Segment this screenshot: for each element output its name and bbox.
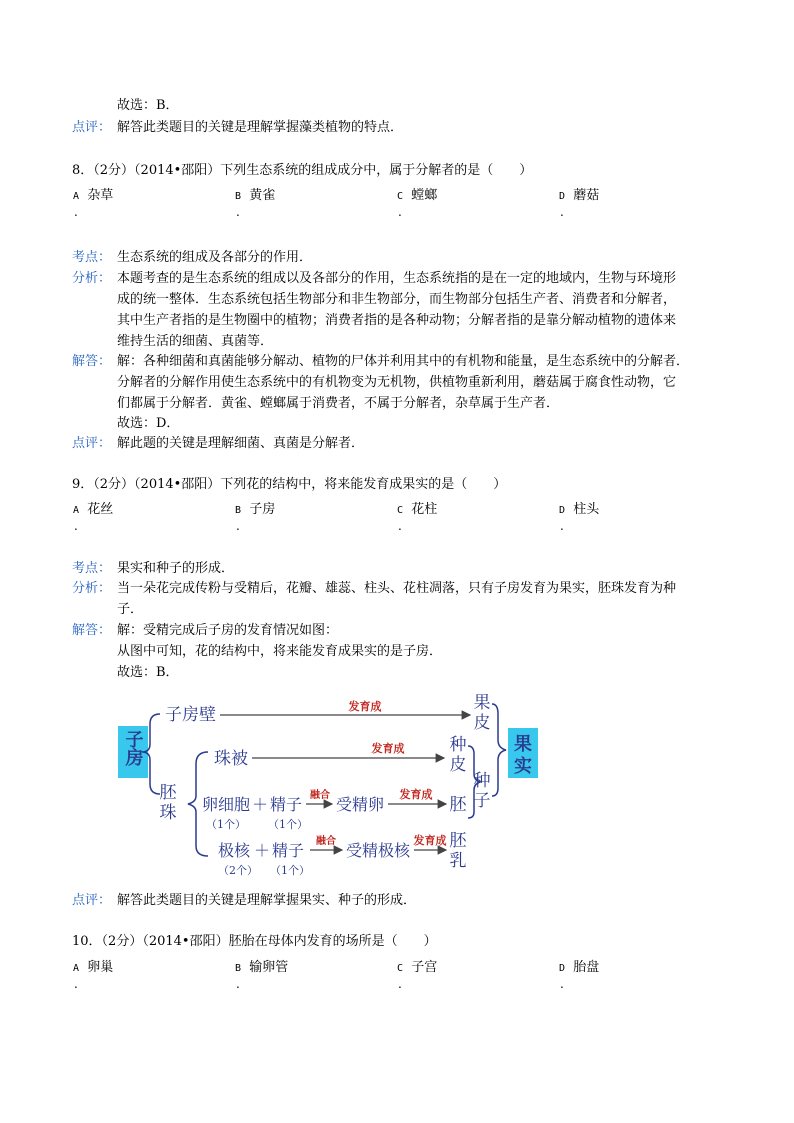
question-9-stem: 9．（2分）（2014•邵阳）下列花的结构中，将来能发育成果实的是（ ） (72, 477, 507, 492)
ovary-wall-label: 子房壁 (165, 705, 216, 725)
polar-label: 极核 (218, 841, 251, 860)
option-d[interactable]: D 胎盘 (559, 960, 600, 975)
option-dot: . (398, 205, 402, 219)
jieda-label: 解答： (72, 354, 112, 369)
dianping-text: 解此题的关键是理解细菌、真菌是分解者． (117, 436, 365, 451)
jieda-line: 分解者的分解作用使生态系统中的有机物变为无机物，供植物重新利用，蘑菇属于腐食性动物，它 (117, 375, 677, 390)
zygote-label: 受精卵 (336, 795, 385, 814)
fertilized-polar-label: 受精极核 (346, 841, 411, 860)
jieda-line: 们都属于分解者．黄雀、螳螂属于消费者，不属于分解者，杂草属于生产者． (117, 396, 560, 411)
right-brace-fruit (492, 704, 506, 796)
option-a[interactable]: A 杂草 (73, 188, 114, 203)
fusion-label: 融合 (316, 836, 336, 847)
sperm-count: （1个） (270, 864, 310, 877)
jieda-line: 故选：D． (117, 416, 180, 431)
comment-label: 点评： (72, 120, 112, 135)
jieda-line: 从图中可知，花的结构中，将来能发育成果实的是子房． (117, 644, 443, 659)
jieda-label: 解答： (72, 623, 112, 638)
ovule-1: 胚 (159, 783, 177, 803)
endosperm-2: 乳 (449, 851, 467, 871)
option-d[interactable]: D 蘑菇 (559, 188, 600, 203)
seed-coat-2: 皮 (449, 755, 467, 775)
develops-label: 发育成 (413, 834, 447, 847)
option-dot: . (398, 519, 402, 533)
option-b[interactable]: B 输卵管 (235, 960, 289, 975)
develops-label: 发育成 (348, 700, 382, 713)
option-dot: . (236, 519, 240, 533)
fenxi-line: 子． (117, 602, 144, 617)
fenxi-label: 分析： (72, 581, 112, 596)
plus-sign: ＋ (254, 841, 271, 860)
option-dot: . (236, 977, 240, 991)
fruit-label-1: 果 (514, 734, 532, 755)
option-c[interactable]: C 子宫 (397, 960, 438, 975)
option-c[interactable]: C 花柱 (397, 502, 438, 517)
fusion-label: 融合 (310, 790, 330, 801)
question-10-stem: 10．（2分）（2014•邵阳）胚胎在母体内发育的场所是（ ） (72, 934, 437, 949)
option-a[interactable]: A 花丝 (73, 502, 114, 517)
fruit-label-2: 实 (514, 756, 532, 777)
develops-label: 发育成 (399, 788, 433, 801)
jieda-line: 解：受精完成后子房的发育情况如图： (117, 623, 339, 638)
option-dot: . (74, 977, 78, 991)
kaodian-text: 果实和种子的形成． (117, 561, 235, 576)
seed-1: 种 (473, 771, 491, 791)
egg-label: 卵细胞 (202, 795, 251, 814)
option-b[interactable]: B 黄雀 (235, 188, 276, 203)
pericarp-1: 果 (473, 693, 491, 713)
option-dot: . (398, 977, 402, 991)
fenxi-line: 当一朵花完成传粉与受精后，花瓣、雄蕊、柱头、花柱凋落，只有子房发育为果实，胚珠发育为种 (117, 581, 677, 596)
fenxi-label: 分析： (72, 271, 112, 286)
polar-count: （2个） (218, 864, 258, 877)
answer-choice-text: 故选：B． (117, 98, 179, 113)
sperm-label: 精子 (272, 841, 305, 860)
ovary-label: 子房 (122, 730, 144, 766)
kaodian-text: 生态系统的组成及各部分的作用． (117, 250, 313, 265)
embryo-label: 胚 (449, 795, 467, 815)
fenxi-line: 成的统一整体．生态系统包括生物部分和非生物部分，而生物部分包括生产者、消费者和分解者， (117, 292, 677, 307)
pericarp-2: 皮 (473, 713, 491, 733)
dianping-text: 解答此类题目的关键是理解掌握果实、种子的形成． (117, 893, 417, 908)
fenxi-line: 维持生活的细菌、真菌等． (117, 334, 274, 349)
kaodian-label: 考点： (72, 561, 112, 576)
option-c[interactable]: C 螳螂 (397, 188, 438, 203)
sperm-label: 精子 (270, 795, 303, 814)
option-dot: . (560, 977, 564, 991)
plus-sign: ＋ (252, 795, 269, 814)
option-d[interactable]: D 柱头 (559, 502, 600, 517)
kaodian-label: 考点： (72, 250, 112, 265)
fenxi-line: 其中生产者指的是生物圈中的植物；消费者指的是各种动物；分解者指的是靠分解动植物的遗体来 (117, 313, 677, 328)
comment-text: 解答此类题目的关键是理解掌握藻类植物的特点． (117, 120, 404, 135)
ovule-2: 珠 (159, 803, 177, 823)
integument-label: 珠被 (214, 749, 248, 769)
jieda-line: 故选：B． (117, 665, 179, 680)
option-dot: . (560, 205, 564, 219)
option-dot: . (74, 205, 78, 219)
option-a[interactable]: A 卵巢 (73, 960, 114, 975)
jieda-line: 解：各种细菌和真菌能够分解动、植物的尸体并利用其中的有机物和能量，是生态系统中的分解者． (117, 354, 690, 369)
option-dot: . (236, 205, 240, 219)
develops-label: 发育成 (371, 742, 405, 755)
egg-count: （1个） (206, 818, 246, 831)
seed-2: 子 (473, 791, 491, 811)
fenxi-line: 本题考查的是生态系统的组成以及各部分的作用，生态系统指的是在一定的地域内，生物与环境形 (117, 271, 677, 286)
option-b[interactable]: B 子房 (235, 502, 276, 517)
question-8-stem: 8．（2分）（2014•邵阳）下列生态系统的组成成分中，属于分解者的是（ ） (72, 163, 533, 178)
sperm-count: （1个） (268, 818, 308, 831)
ovary-development-diagram (110, 690, 550, 880)
seed-coat-1: 种 (449, 735, 467, 755)
dianping-label: 点评： (72, 436, 112, 451)
dianping-label: 点评： (72, 893, 112, 908)
endosperm-1: 胚 (449, 831, 467, 851)
option-dot: . (74, 519, 78, 533)
option-dot: . (560, 519, 564, 533)
